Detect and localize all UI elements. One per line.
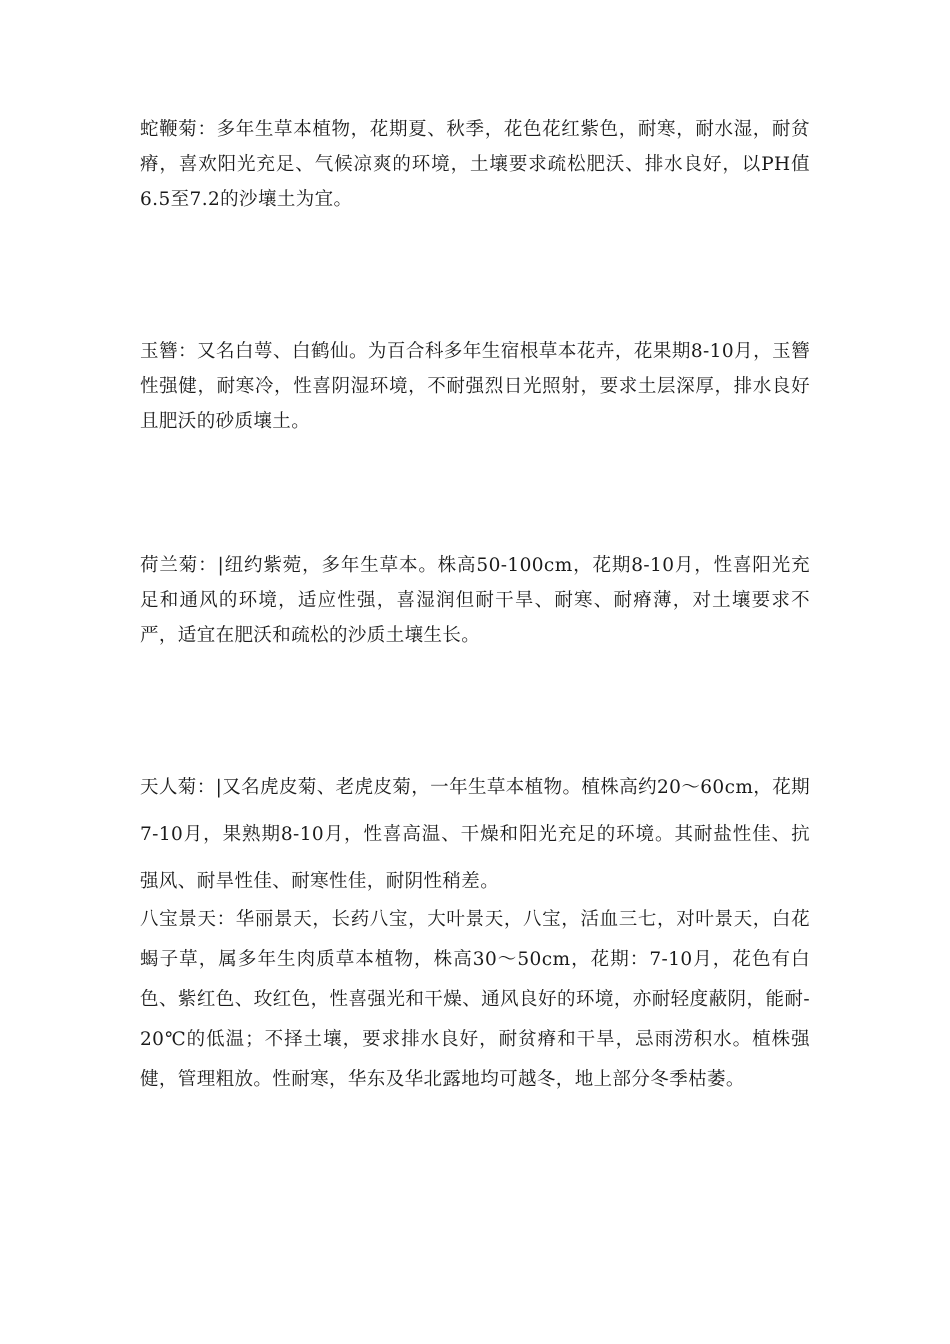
paragraph-sedum: 八宝景天：华丽景天，长药八宝，大叶景天，八宝，活血三七，对叶景天，白花蝎子草，属多年生肉质草本植物，株高30～50cm，花期：7-10月，花色有白色、紫红色、玫红色，性喜强光和干燥、通风良好的环境，亦耐轻度蔽阴，能耐-20℃的低温；不择土壤，要求排水良好，耐贫瘠和干旱，忌雨涝积水。植株强健，管理粗放。性耐寒，华东及华北露地均可越冬，地上部分冬季枯萎。	[140, 909, 810, 1090]
paragraph-hosta: 玉簪：又名白萼、白鹤仙。为百合科多年生宿根草本花卉，花果期8-10月，玉簪性强健，耐寒冷，性喜阴湿环境，不耐强烈日光照射，要求土层深厚，排水良好且肥沃的砂质壤土。	[140, 341, 810, 432]
paragraph-new-york-aster: 荷兰菊：|纽约紫菀，多年生草本。株高50-100cm，花期8-10月，性喜阳光充足和通风的环境，适应性强，喜湿润但耐干旱、耐寒、耐瘠薄，对土壤要求不严，适宜在肥沃和疏松的沙质土壤生长。	[140, 555, 810, 646]
paragraph-gaillardia: 天人菊：|又名虎皮菊、老虎皮菊，一年生草本植物。植株高约20～60cm，花期7-10月，果熟期8-10月，性喜高温、干燥和阳光充足的环境。其耐盐性佳、抗强风、耐旱性佳、耐寒性佳，耐阴性稍差。	[140, 777, 810, 892]
paragraph-liatris: 蛇鞭菊：多年生草本植物，花期夏、秋季，花色花红紫色，耐寒，耐水湿，耐贫瘠，喜欢阳光充足、气候凉爽的环境，土壤要求疏松肥沃、排水良好，以PH值6.5至7.2的沙壤土为宜。	[140, 119, 810, 210]
